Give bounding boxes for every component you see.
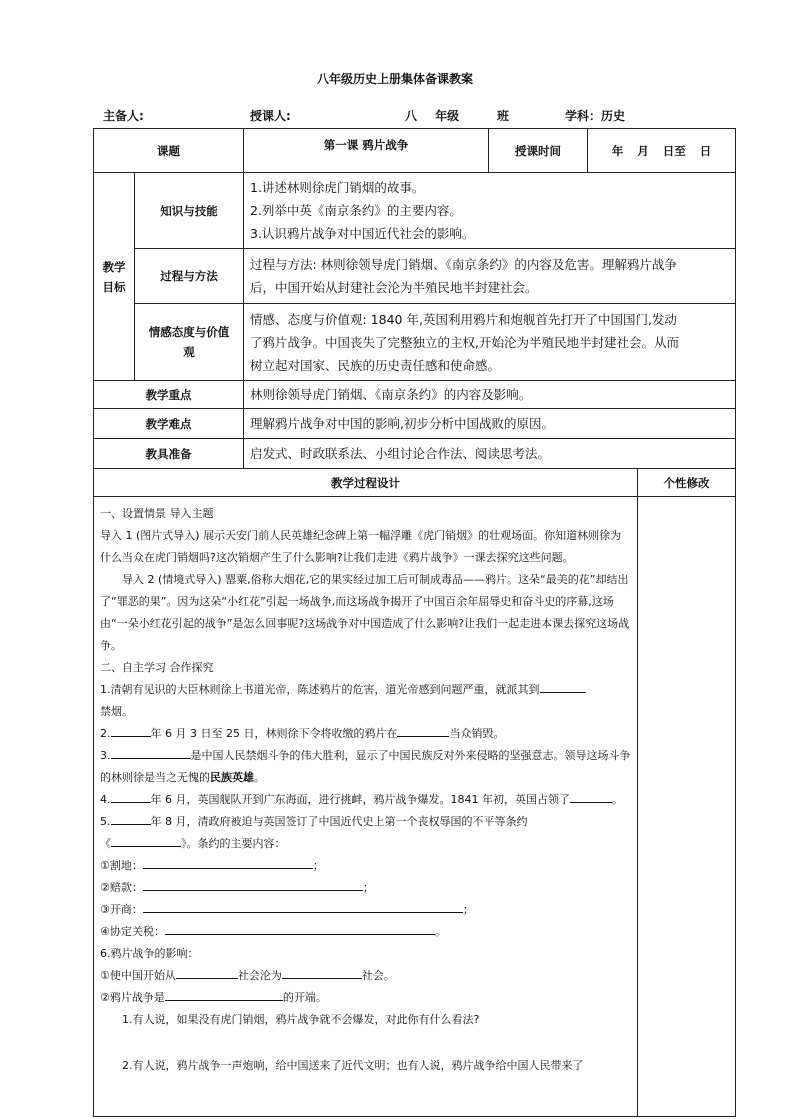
- tools-label: 教具准备: [94, 439, 244, 469]
- time-label: 授课时间: [489, 129, 588, 173]
- key-points-value: 林则徐领导虎门销烟、《南京条约》的内容及影响。: [244, 381, 736, 409]
- question-3: [100, 745, 631, 789]
- text-line: 1.讲述林则徐虎门销烟的故事。: [250, 180, 425, 195]
- discussion-2: 2.有人说，鸦片战争一声炮响，给中国送来了近代文明；也有人说，鸦片战争给中国人民带来了: [122, 1059, 584, 1072]
- fill-blank[interactable]: [570, 790, 612, 803]
- text-line: 2.列举中英《南京条约》的主要内容。: [250, 203, 462, 218]
- objective-process-label: 过程与方法: [135, 249, 244, 304]
- clause-3: [100, 899, 631, 921]
- fill-blank[interactable]: [111, 812, 151, 825]
- topic-value: 第一课 鸦片战争: [244, 129, 489, 173]
- text-line: 情感、态度与价值观: 1840 年,英国利用鸦片和炮舰首先打开了中国国门,发动: [250, 311, 677, 327]
- clause-text: 。: [434, 925, 446, 938]
- difficulties-value: 理解鸦片战争对中国的影响,初步分析中国战败的原因。: [244, 409, 736, 439]
- question-text: 《: [100, 837, 111, 850]
- topic-label: 课题: [94, 129, 244, 173]
- intro-1: 导入 1 (图片式导入) 展示天安门前人民英雄纪念碑上第一幅浮雕《虎门销烟》的壮观场面。你知道林则徐为什么当众在虎门销烟吗?这次销烟产生了什么影响?让我们走进《鸦片战争》一课去探究这些问题。: [100, 529, 622, 564]
- objective-knowledge-content: [244, 173, 736, 249]
- fill-blank[interactable]: [143, 856, 313, 869]
- fill-blank[interactable]: [143, 878, 363, 891]
- preparer-label: 主备人:: [103, 109, 144, 123]
- effect-1: [100, 965, 631, 987]
- question-text: 。: [611, 793, 623, 806]
- question-6: 6.鸦片战争的影响：: [100, 947, 199, 960]
- question-text: 3.: [100, 749, 111, 762]
- question-2: [100, 723, 631, 745]
- question-text: 5.: [100, 815, 111, 828]
- process-header: 教学过程设计: [94, 469, 638, 497]
- fill-blank[interactable]: [282, 966, 362, 979]
- objective-knowledge-label: 知识与技能: [135, 173, 244, 249]
- question-text: 是中国人民禁烟斗争的伟大胜利，显示了中国民族反对外来侵略的坚强意志。领导这场斗争的林则徐是当之无愧的: [100, 749, 631, 784]
- question-text: 年 6 月，英国舰队开到广东海面，进行挑衅，鸦片战争爆发。1841 年初，英国占领了: [150, 793, 570, 806]
- question-5: [100, 811, 631, 855]
- objectives-label: 教学目标: [94, 173, 135, 381]
- effect-text: 的开端。: [282, 991, 327, 1004]
- fill-blank[interactable]: [111, 746, 191, 759]
- tools-value: 启发式、时政联系法、小组讨论合作法、阅读思考法。: [244, 439, 736, 469]
- clause-2: [100, 877, 631, 899]
- text-line: 3.认识鸦片战争对中国近代社会的影响。: [250, 226, 475, 241]
- question-text: 。: [254, 771, 265, 784]
- class-label: 班: [497, 109, 510, 123]
- fill-blank[interactable]: [176, 966, 238, 979]
- process-content: [94, 497, 638, 1117]
- text-line: 后，中国开始从封建社会沦为半殖民地半封建社会。: [250, 280, 538, 295]
- grade-label: 八 年级: [405, 109, 460, 123]
- clause-text: ；: [362, 881, 374, 894]
- effect-2: [100, 987, 631, 1009]
- fill-blank[interactable]: [165, 988, 283, 1001]
- section-title: 二、自主学习 合作探究: [100, 661, 214, 674]
- objective-emotion-content: [244, 304, 736, 381]
- fill-blank[interactable]: [111, 834, 181, 847]
- question-text: 1.清朝有见识的大臣林则徐上书道光帝，陈述鸦片的危害，道光帝感到问题严重，就派其到: [100, 683, 540, 696]
- clause-text: ①割地：: [100, 859, 143, 872]
- fill-blank[interactable]: [111, 790, 151, 803]
- objective-process-content: [244, 249, 736, 304]
- notes-column[interactable]: [638, 497, 736, 1117]
- clause-text: ；: [312, 859, 324, 872]
- text-line: 树立起对国家、民族的历史责任感和使命感。: [250, 357, 501, 373]
- teacher-label: 授课人:: [250, 109, 291, 123]
- key-points-label: 教学重点: [94, 381, 244, 409]
- question-4: [100, 789, 631, 811]
- fill-blank[interactable]: [397, 724, 449, 737]
- clause-1: [100, 855, 631, 877]
- question-1: [100, 679, 631, 723]
- lesson-plan-table: [93, 128, 736, 1117]
- section-title: 一、设置情景 导入主题: [100, 507, 214, 520]
- clause-4: [100, 921, 631, 943]
- time-value: 年 月 日至 日: [588, 129, 736, 173]
- subject-label: 学科：历史: [565, 109, 626, 123]
- difficulties-label: 教学难点: [94, 409, 244, 439]
- effect-text: ①使中国开始从: [100, 969, 176, 982]
- clause-text: ③开商：: [100, 903, 143, 916]
- notes-header: 个性修改: [638, 469, 736, 497]
- intro-2: 导入 2 (情境式导入) 罂粟,俗称大烟花,它的果实经过加工后可制成毒品——鸦片。这朵“最美的花”却结出了“罪恶的果”。因为这朵“小红花”引起一场战争,而这场战争揭开了中国百余年屈辱史和奋斗史的序幕,这场由“一朵小红花引起的战争”是怎么回事呢?这场战争对中国造成了什么影响?让我们一起走进本课去探究这场战争。: [100, 573, 630, 652]
- fill-blank[interactable]: [143, 900, 463, 913]
- effect-text: 社会沦为: [237, 969, 282, 982]
- question-text: 2.: [100, 727, 111, 740]
- effect-text: 社会。: [361, 969, 395, 982]
- question-text: 年 6 月 3 日至 25 日，林则徐下令将收缴的鸦片在: [150, 727, 398, 740]
- question-text: 禁烟。: [100, 705, 133, 718]
- question-text: 4.: [100, 793, 111, 806]
- effect-text: ②鸦片战争是: [100, 991, 165, 1004]
- objective-emotion-label: 情感态度与价值观: [135, 304, 244, 381]
- clause-text: ④协定关税：: [100, 925, 165, 938]
- text-line: 了鸦片战争。中国丧失了完整独立的主权,开始沦为半殖民地半封建社会。从而: [250, 334, 679, 350]
- fill-blank[interactable]: [540, 680, 586, 693]
- highlight-term: 民族英雄: [210, 771, 254, 784]
- clause-text: ；: [462, 903, 474, 916]
- discussion-1: 1.有人说，如果没有虎门销烟，鸦片战争就不会爆发，对此你有什么看法?: [122, 1013, 480, 1026]
- document-title: 八年级历史上册集体备课教案: [316, 72, 473, 86]
- fill-blank[interactable]: [165, 922, 435, 935]
- clause-text: ②赔款：: [100, 881, 143, 894]
- question-text: 年 8 月，清政府被迫与英国签订了中国近代史上第一个丧权辱国的不平等条约: [150, 815, 528, 828]
- text-line: 过程与方法: 林则徐领导虎门销烟、《南京条约》的内容及危害。理解鸦片战争: [250, 257, 677, 272]
- fill-blank[interactable]: [111, 724, 151, 737]
- question-text: 》。条约的主要内容：: [181, 837, 286, 850]
- question-text: 当众销毁。: [449, 727, 505, 740]
- answer-space: [100, 1031, 631, 1055]
